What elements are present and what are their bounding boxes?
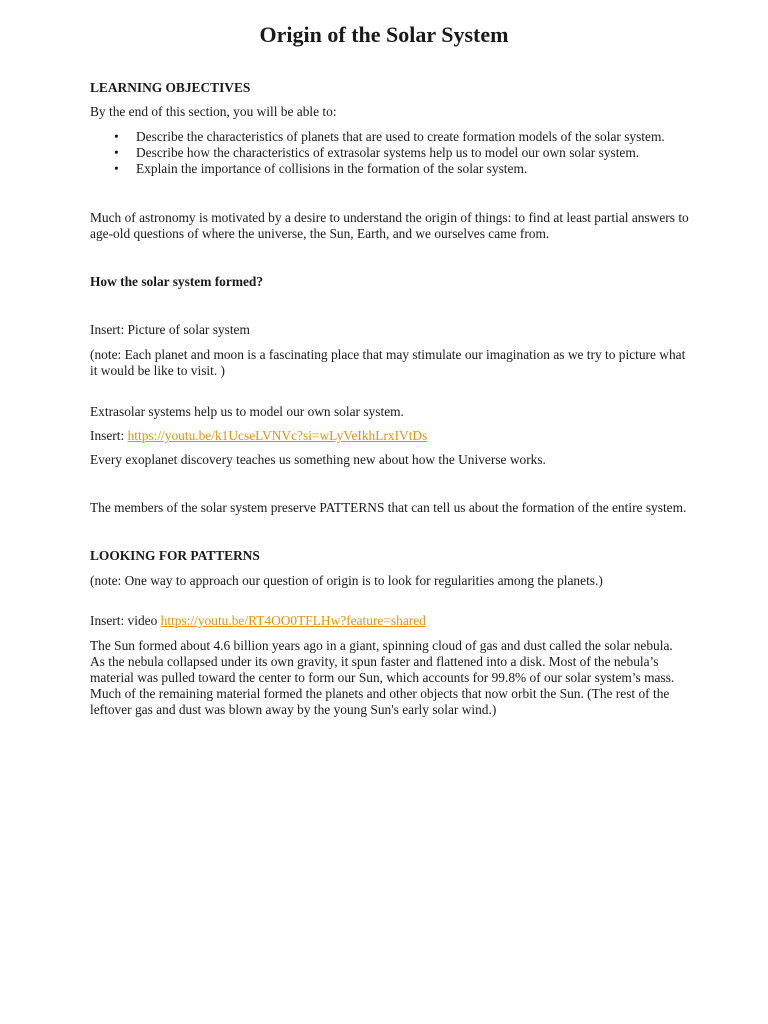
extrasolar-sentence: Extrasolar systems help us to model our own solar system.: [90, 404, 404, 419]
objectives-list: [90, 129, 690, 177]
youtube-link-extrasolar[interactable]: https://youtu.be/k1UcseLVNVc?si=wLyVeIkhLrxIVtDs: [127, 428, 428, 443]
objective-text: Explain the importance of collisions in the formation of the solar system.: [136, 161, 528, 176]
objective-text: Describe how the characteristics of extrasolar systems help us to model our own solar system.: [136, 145, 640, 160]
bullet-icon: •: [114, 145, 119, 160]
planet-note: (note: Each planet and moon is a fascinating place that may stimulate our imagination as we try to picture what it would be like to visit. ): [90, 347, 686, 378]
insert-picture-line: Insert: Picture of solar system: [90, 322, 250, 337]
objectives-heading: LEARNING OBJECTIVES: [90, 80, 251, 95]
bullet-icon: •: [114, 129, 119, 144]
page-title: Origin of the Solar System: [259, 22, 509, 47]
insert-link-line-1: [90, 428, 690, 444]
patterns-paragraph: The members of the solar system preserve PATTERNS that can tell us about the formation of the entire system.: [90, 500, 687, 515]
document-body: [90, 80, 690, 718]
patterns-note: (note: One way to approach our question of origin is to look for regularities among the planets.): [90, 573, 603, 588]
patterns-heading: LOOKING FOR PATTERNS: [90, 548, 260, 563]
formation-heading: How the solar system formed?: [90, 274, 264, 289]
list-item: [90, 161, 690, 177]
exoplanet-sentence: Every exoplanet discovery teaches us something new about how the Universe works.: [90, 452, 546, 467]
insert-label: Insert: video: [90, 613, 161, 628]
insert-link-line-2: [90, 613, 690, 629]
insert-label: Insert:: [90, 428, 128, 443]
list-item: [90, 129, 690, 145]
objectives-intro: By the end of this section, you will be able to:: [90, 104, 337, 119]
youtube-link-video[interactable]: https://youtu.be/RT4OO0TFLHw?feature=shared: [160, 613, 426, 628]
sun-paragraph: The Sun formed about 4.6 billion years ago in a giant, spinning cloud of gas and dust called the solar nebula. As the nebula collapsed under its own gravity, it spun faster and flattened into a disk. Most of the nebula’s material was pulled toward the center to form our Sun, which accounts for 99.8% of our solar system’s mass. Much of the remaining material formed the planets and other objects that now orbit the Sun. (The rest of the leftover gas and dust was blown away by the young Sun's early solar wind.): [90, 638, 675, 717]
list-item: [90, 145, 690, 161]
intro-paragraph: Much of astronomy is motivated by a desire to understand the origin of things: to find at least partial answers to age-old questions of where the universe, the Sun, Earth, and we ourselves came from.: [90, 210, 689, 241]
bullet-icon: •: [114, 161, 119, 176]
objective-text: Describe the characteristics of planets that are used to create formation models of the solar system.: [136, 129, 665, 144]
